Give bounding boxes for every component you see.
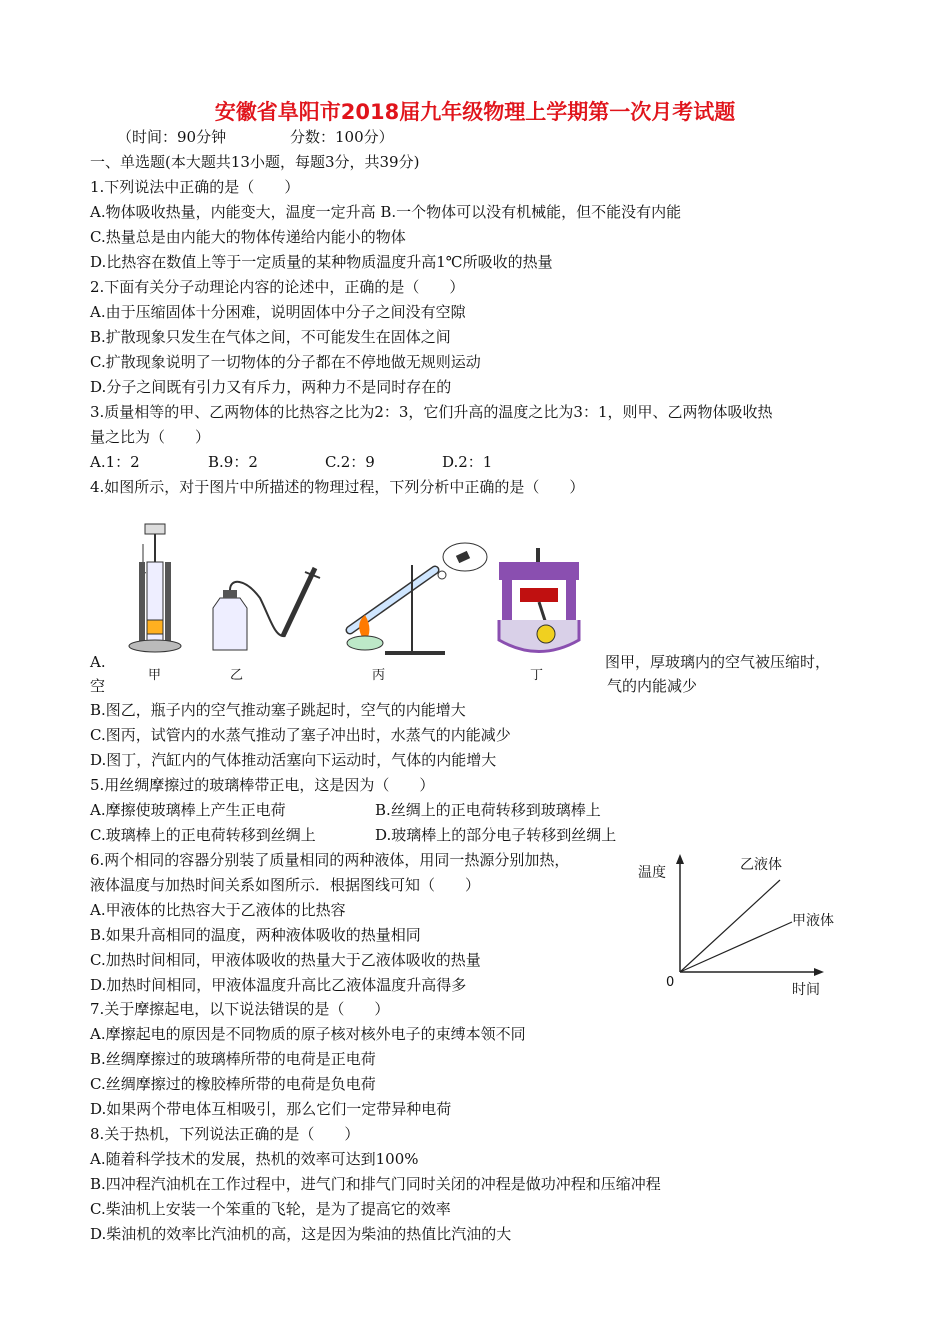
q3-stem-line1: 3.质量相等的甲、乙两物体的比热容之比为2：3，它们升高的温度之比为3：1，则甲、乙两物体吸收热 bbox=[90, 403, 773, 421]
q1-option-c: C.热量总是由内能大的物体传递给内能小的物体 bbox=[90, 228, 406, 246]
q5-option-c: C.玻璃棒上的正电荷转移到丝绸上 bbox=[90, 826, 316, 844]
q3-option-a: A.1：2 bbox=[90, 453, 140, 471]
q8-option-d: D.柴油机的效率比汽油机的高，这是因为柴油的热值比汽油的大 bbox=[90, 1225, 512, 1243]
q7-option-c: C.丝绸摩擦过的橡胶棒所带的电荷是负电荷 bbox=[90, 1075, 376, 1093]
graph-origin: 0 bbox=[666, 975, 675, 990]
q3-stem-line2: 量之比为（ ） bbox=[90, 428, 211, 446]
q2-option-c: C.扩散现象说明了一切物体的分子都在不停地做无规则运动 bbox=[90, 353, 481, 371]
graph-line-jia-label: 甲液体 bbox=[792, 913, 834, 929]
graph-line-yi bbox=[680, 880, 780, 972]
graph-ylabel: 温度 bbox=[638, 865, 666, 881]
q7-option-b: B.丝绸摩擦过的玻璃棒所带的电荷是正电荷 bbox=[90, 1050, 376, 1068]
q8-option-c: C.柴油机上安装一个笨重的飞轮，是为了提高它的效率 bbox=[90, 1200, 451, 1218]
q4-option-c: C.图丙，试管内的水蒸气推动了塞子冲出时，水蒸气的内能减少 bbox=[90, 726, 511, 744]
q1-option-d: D.比热容在数值上等于一定质量的某种物质温度升高1℃所吸收的热量 bbox=[90, 253, 553, 271]
graph-xlabel: 时间 bbox=[792, 982, 820, 998]
page-title: 安徽省阜阳市2018届九年级物理上学期第一次月考试题 bbox=[214, 100, 736, 124]
q4-stem: 4.如图所示，对于图片中所描述的物理过程，下列分析中正确的是（ ） bbox=[90, 478, 585, 496]
q6-option-a: A.甲液体的比热容大于乙液体的比热容 bbox=[90, 901, 346, 919]
q8-option-a: A.随着科学技术的发展，热机的效率可达到100% bbox=[90, 1150, 419, 1168]
q3-option-b: B.9：2 bbox=[208, 453, 258, 471]
q1-option-ab: A.物体吸收热量，内能变大，温度一定升高 B.一个物体可以没有机械能，但不能没有内能 bbox=[90, 203, 682, 221]
q8-option-b: B.四冲程汽油机在工作过程中，进气门和排气门同时关闭的冲程是做功冲程和压缩冲程 bbox=[90, 1175, 661, 1193]
q5-option-b: B.丝绸上的正电荷转移到玻璃棒上 bbox=[375, 801, 601, 819]
q1-stem: 1.下列说法中正确的是（ ） bbox=[90, 178, 300, 196]
q3-option-d: D.2：1 bbox=[442, 453, 493, 471]
section-heading: 一、单选题(本大题共13小题，每题3分，共39分) bbox=[90, 153, 420, 171]
q4-option-a-prefix: A. bbox=[90, 653, 106, 671]
q4-option-d: D.图丁，汽缸内的气体推动活塞向下运动时，气体的内能增大 bbox=[90, 751, 497, 769]
graph-line-yi-label: 乙液体 bbox=[740, 857, 782, 873]
q6-option-c: C.加热时间相同，甲液体吸收的热量大于乙液体吸收的热量 bbox=[90, 951, 481, 969]
q5-option-d: D.玻璃棒上的部分电子转移到丝绸上 bbox=[375, 826, 617, 844]
q6-option-b: B.如果升高相同的温度，两种液体吸收的热量相同 bbox=[90, 926, 421, 944]
exam-time: （时间：90分钟 bbox=[117, 128, 227, 146]
graph-x-axis-arrow bbox=[814, 968, 824, 976]
q2-stem: 2.下面有关分子动理论内容的论述中，正确的是（ ） bbox=[90, 278, 465, 296]
q5-stem: 5.用丝绸摩擦过的玻璃棒带正电，这是因为（ ） bbox=[90, 776, 435, 794]
figure-label-ding: 丁 bbox=[530, 668, 544, 683]
graph-y-axis-arrow bbox=[676, 854, 684, 864]
exam-score: 分数：100分） bbox=[290, 128, 394, 146]
q6-option-d: D.加热时间相同，甲液体温度升高比乙液体温度升高得多 bbox=[90, 976, 467, 994]
q6-stem-line1: 6.两个相同的容器分别装了质量相同的两种液体，用同一热源分别加热， bbox=[90, 851, 570, 869]
q5-option-a: A.摩擦使玻璃棒上产生正电荷 bbox=[90, 801, 286, 819]
q4-option-a-text: 图甲，厚玻璃内的空气被压缩时， bbox=[605, 653, 831, 671]
figure-yi-bottle bbox=[205, 558, 325, 658]
figure-label-bing: 丙 bbox=[372, 668, 386, 683]
q2-option-b: B.扩散现象只发生在气体之间，不可能发生在固体之间 bbox=[90, 328, 451, 346]
q8-stem: 8.关于热机，下列说法正确的是（ ） bbox=[90, 1125, 360, 1143]
q4-option-a-cont-left: 空 bbox=[90, 677, 106, 695]
q3-option-c: C.2：9 bbox=[325, 453, 375, 471]
q2-option-d: D.分子之间既有引力又有斥力，两种力不是同时存在的 bbox=[90, 378, 452, 396]
figure-label-jia: 甲 bbox=[148, 668, 162, 683]
figure-jia-compression bbox=[125, 522, 185, 662]
q6-stem-line2: 液体温度与加热时间关系如图所示．根据图线可知（ ） bbox=[90, 876, 481, 894]
q4-option-b: B.图乙，瓶子内的空气推动塞子跳起时，空气的内能增大 bbox=[90, 701, 466, 719]
figure-bing-test-tube bbox=[330, 535, 490, 660]
q7-option-d: D.如果两个带电体互相吸引，那么它们一定带异种电荷 bbox=[90, 1100, 452, 1118]
q2-option-a: A.由于压缩固体十分困难，说明固体中分子之间没有空隙 bbox=[90, 303, 466, 321]
q4-option-a-cont-right: 气的内能减少 bbox=[607, 677, 698, 695]
q7-option-a: A.摩擦起电的原因是不同物质的原子核对核外电子的束缚本领不同 bbox=[90, 1025, 526, 1043]
figure-ding-engine bbox=[494, 548, 584, 658]
q7-stem: 7.关于摩擦起电，以下说法错误的是（ ） bbox=[90, 1000, 390, 1018]
figure-label-yi: 乙 bbox=[230, 668, 244, 683]
graph-line-jia bbox=[680, 922, 792, 972]
